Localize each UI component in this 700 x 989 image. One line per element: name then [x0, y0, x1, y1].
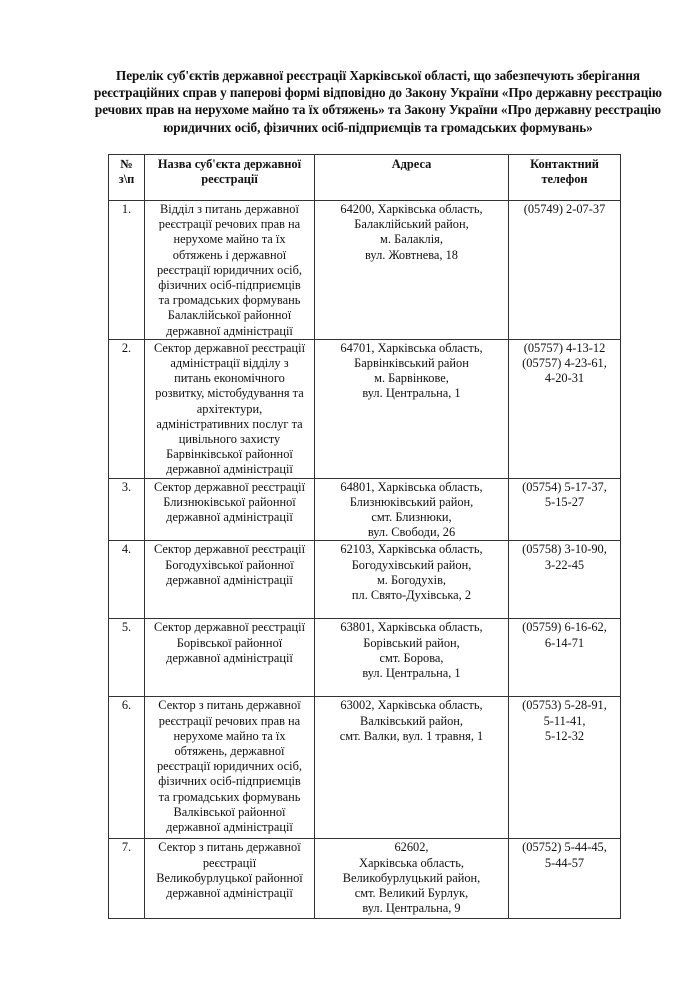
cell-phone: (05754) 5-17-37, 5-15-27	[509, 478, 621, 541]
header-number: № з\п	[109, 155, 145, 201]
cell-entity-name: Сектор державної реєстрації Борівської районної державної адміністрації	[145, 619, 315, 697]
cell-number: 1.	[109, 201, 145, 340]
cell-phone: (05749) 2-07-37	[509, 201, 621, 340]
title-line: речових прав на нерухоме майно та їх обтяжень» та Закону України «Про державну реєстрацію	[94, 102, 662, 118]
cell-phone: (05753) 5-28-91, 5-11-41, 5-12-32	[509, 697, 621, 839]
cell-address: 62602, Харківська область, Великобурлуцький район, смт. Великий Бурлук, вул. Центральна, 9	[315, 839, 509, 919]
cell-number: 5.	[109, 619, 145, 697]
table-row	[109, 541, 621, 619]
cell-number: 3.	[109, 478, 145, 541]
cell-address: 63002, Харківська область, Валківський район, смт. Валки, вул. 1 травня, 1	[315, 697, 509, 839]
table-row	[109, 339, 621, 478]
registry-table	[108, 154, 621, 919]
header-address: Адреса	[315, 155, 509, 201]
cell-phone: (05758) 3-10-90, 3-22-45	[509, 541, 621, 619]
cell-number: 6.	[109, 697, 145, 839]
table-row	[109, 478, 621, 541]
cell-entity-name: Сектор з питань державної реєстрації речових прав на нерухоме майно та їх обтяжень, державної реєстрації юридичних осіб, фізичних осіб-підприємців та громадських формувань Валківської районної державної адміністрації	[145, 697, 315, 839]
cell-phone: (05752) 5-44-45, 5-44-57	[509, 839, 621, 919]
cell-phone: (05759) 6-16-62, 6-14-71	[509, 619, 621, 697]
table-row	[109, 697, 621, 839]
cell-address: 62103, Харківська область, Богодухівський район, м. Богодухів, пл. Свято-Духівська, 2	[315, 541, 509, 619]
cell-number: 7.	[109, 839, 145, 919]
document-title	[92, 67, 664, 136]
table-row	[109, 839, 621, 919]
cell-entity-name: Сектор державної реєстрації Богодухівської районної державної адміністрації	[145, 541, 315, 619]
cell-address: 63801, Харківська область, Борівський район, смт. Борова, вул. Центральна, 1	[315, 619, 509, 697]
table-header-row	[109, 155, 621, 201]
title-line: реєстраційних справ у паперові формі відповідно до Закону України «Про державну реєстрацію	[94, 85, 662, 101]
table-row	[109, 201, 621, 340]
title-line: юридичних осіб, фізичних осіб-підприємців та громадських формувань»	[163, 119, 593, 135]
table-row	[109, 619, 621, 697]
header-phone: Контактний телефон	[509, 155, 621, 201]
cell-address: 64701, Харківська область, Барвінківський район м. Барвінкове, вул. Центральна, 1	[315, 339, 509, 478]
header-entity-name: Назва суб'єкта державної реєстрації	[145, 155, 315, 201]
cell-number: 2.	[109, 339, 145, 478]
cell-entity-name: Відділ з питань державної реєстрації речових прав на нерухоме майно та їх обтяжень і державної реєстрації юридичних осіб, фізичних осіб-підприємців та громадських формувань Балаклійської районної державної адміністрації	[145, 201, 315, 340]
title-line: Перелік суб'єктів державної реєстрації Харківської області, що забезпечують зберігання	[115, 68, 640, 83]
cell-entity-name: Сектор державної реєстрації адміністрації відділу з питань економічного розвитку, містобудування та архітектури, адміністративних послуг та цивільного захисту Барвінківської районної державної адміністрації	[145, 339, 315, 478]
cell-entity-name: Сектор державної реєстрації Близнюківської районної державної адміністрації	[145, 478, 315, 541]
cell-address: 64200, Харківська область, Балаклійський район, м. Балаклія, вул. Жовтнева, 18	[315, 201, 509, 340]
cell-entity-name: Сектор з питань державної реєстрації Великобурлуцької районної державної адміністрації	[145, 839, 315, 919]
cell-phone: (05757) 4-13-12 (05757) 4-23-61, 4-20-31	[509, 339, 621, 478]
cell-number: 4.	[109, 541, 145, 619]
cell-address: 64801, Харківська область, Близнюківський район, смт. Близнюки, вул. Свободи, 26	[315, 478, 509, 541]
